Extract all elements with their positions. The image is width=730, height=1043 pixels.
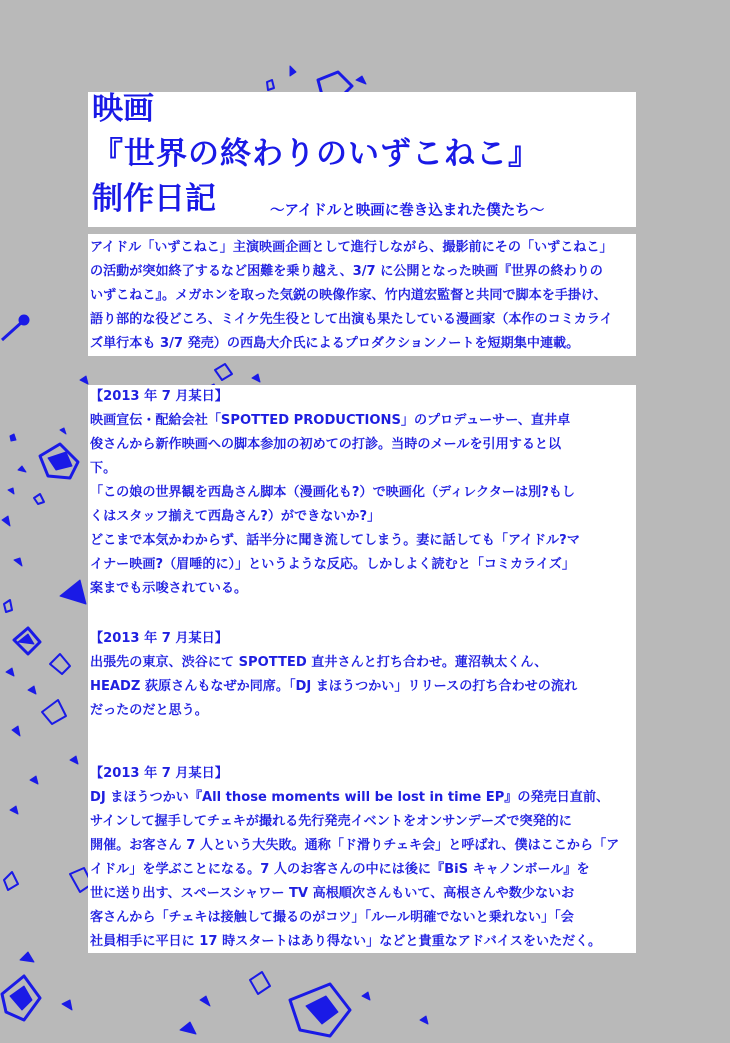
entry-line: 開催。お客さん 7 人という大失敗。通称「ド滑りチェキ会」と呼ばれ、僕はここから「ア bbox=[90, 838, 620, 853]
entry-line: HEADZ 荻原さんもなぜか同席。「DJ まほうつかい」リリースの打ち合わせの流れ bbox=[90, 679, 578, 694]
entry-line: どこまで本気かわからず、話半分に聞き流してしまう。妻に話しても「アイドル?マ bbox=[90, 533, 580, 548]
intro-line: の活動が突如終了するなど困難を乗り越え、3/7 に公開となった映画『世界の終わりの bbox=[90, 264, 603, 279]
title-subtitle: 〜アイドルと映画に巻き込まれた僕たち〜 bbox=[270, 203, 545, 219]
entry-line: 俊さんから新作映画への脚本参加の初めての打診。当時のメールを引用すると以 bbox=[90, 437, 562, 452]
entry-line: サインして握手してチェキが撮れる先行発売イベントをオンサンデーズで突発的に bbox=[90, 814, 572, 829]
entry-line: 出張先の東京、渋谷にて SPOTTED 直井さんと打ち合わせ。蓮沼執太くん、 bbox=[90, 655, 548, 670]
entry-line: イドル」を学ぶことになる。7 人のお客さんの中には後に『BiS キャノンボール』を bbox=[90, 862, 590, 877]
entry-line: だったのだと思う。 bbox=[90, 703, 208, 718]
intro-line: 語り部的な役どころ、ミイケ先生役として出演も果たしている漫画家（本作のコミカライ bbox=[90, 312, 613, 327]
intro-panel bbox=[88, 234, 636, 356]
entry-line: 「この娘の世界観を西島さん脚本（漫画化も?）で映画化（ディレクターは別?もし bbox=[90, 485, 575, 500]
entry-line: 下。 bbox=[90, 461, 117, 476]
intro-paragraph bbox=[90, 236, 635, 356]
intro-line: アイドル「いずこねこ」主演映画企画として進行しながら、撮影前にその「いずこねこ」 bbox=[90, 240, 613, 255]
entry-date: 【2013 年 7 月某日】 bbox=[90, 766, 228, 781]
entry-line: 客さんから「チェキは接触して撮るのがコツ」「ルール明確でないと乗れない」「会 bbox=[90, 910, 574, 925]
diary-entries-panel bbox=[88, 385, 636, 953]
entry-line: 映画宣伝・配給会社「SPOTTED PRODUCTIONS」のプロデューサー、直井卓 bbox=[90, 413, 571, 428]
entry-line: 社員相手に平日に 17 時スタートはあり得ない」などと貴重なアドバイスをいただく。 bbox=[90, 934, 602, 949]
entry-date: 【2013 年 7 月某日】 bbox=[90, 389, 228, 404]
intro-line: いずこねこ』。メガホンを取った気鋭の映像作家、竹内道宏監督と共同で脚本を手掛け、 bbox=[90, 288, 607, 303]
intro-line: ズ単行本も 3/7 発売）の西島大介氏によるプロダクションノートを短期集中連載。 bbox=[90, 336, 580, 351]
entry-line: くはスタッフ揃えて西島さん?）ができないか?」 bbox=[90, 509, 381, 524]
diary-entry bbox=[90, 762, 635, 954]
title-panel bbox=[88, 92, 636, 227]
entry-line: イナー映画?（眉唾的に）」というような反応。しかしよく読むと「コミカライズ」 bbox=[90, 557, 575, 572]
entry-line: 案までも示唆されている。 bbox=[90, 581, 248, 596]
diary-entry bbox=[90, 385, 635, 601]
entry-line: 世に送り出す、スペースシャワー TV 高根順次さんもいて、高根さんや数少ないお bbox=[90, 886, 575, 901]
title-line-1: 映画 bbox=[92, 91, 154, 127]
title-line-2: 『世界の終わりのいずこねこ』 bbox=[92, 136, 540, 172]
title-line-3: 制作日記 bbox=[92, 181, 216, 217]
entry-date: 【2013 年 7 月某日】 bbox=[90, 631, 228, 646]
entry-line: DJ まほうつかい『All those moments will be lost in time EP』の発売日直前、 bbox=[90, 790, 610, 805]
diary-entry bbox=[90, 627, 635, 723]
